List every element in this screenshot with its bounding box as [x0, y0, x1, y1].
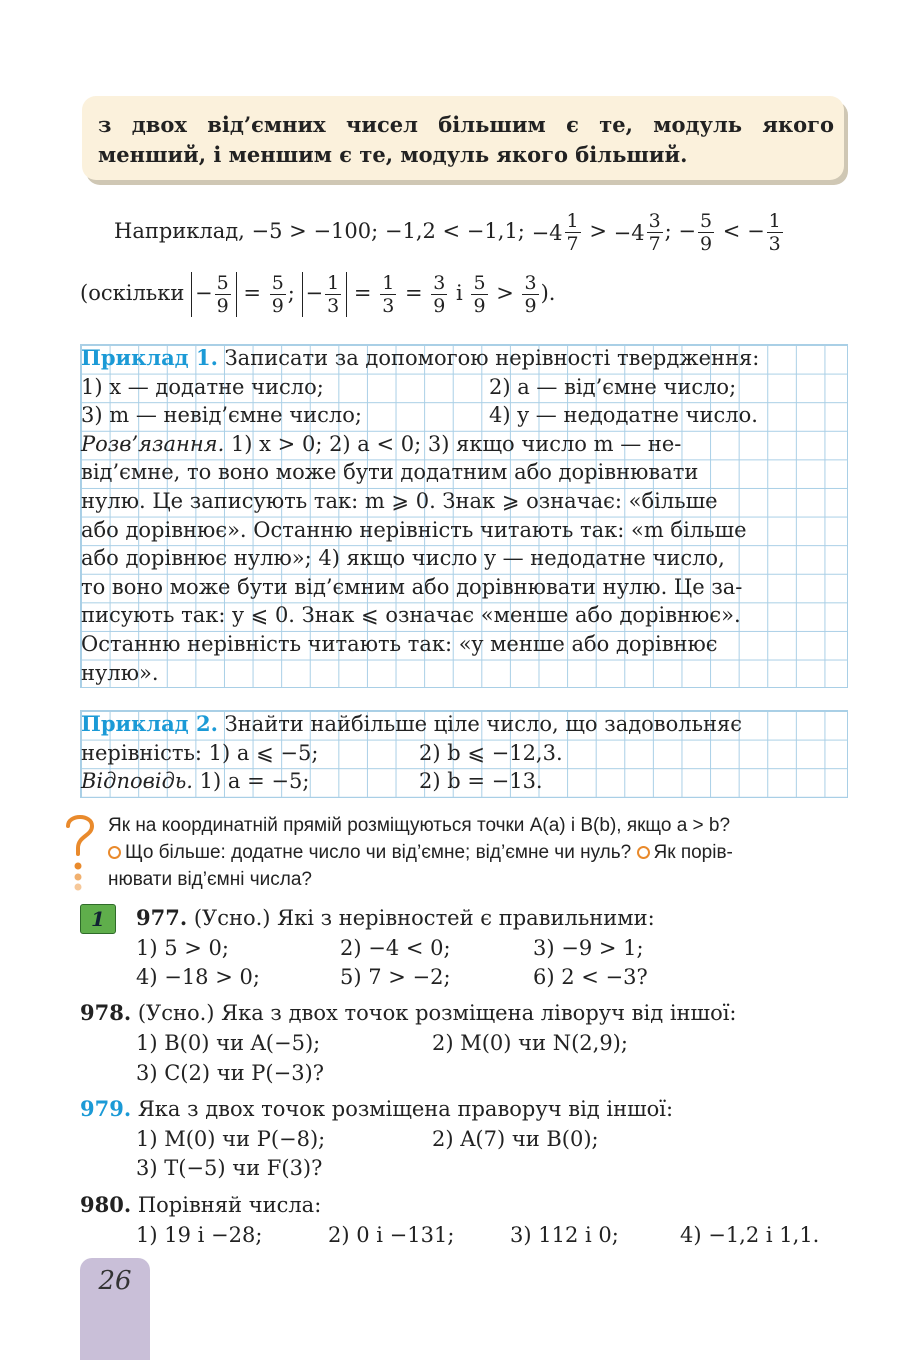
example-1-line	[81, 344, 759, 373]
answer-line	[81, 767, 309, 796]
frac-whole: −4	[613, 220, 645, 245]
frac-den: 7	[648, 233, 661, 255]
exercise-number: 979.	[80, 1096, 132, 1121]
text: то воно може бути від’ємним або дорівнювати нулю. Це за-	[81, 574, 743, 599]
text: Останню нерівність читають так: «y менше або дорівнює	[81, 632, 718, 656]
fraction: $\frac{3}{9}$	[524, 272, 537, 317]
text: 1) a = −5;	[199, 769, 310, 794]
text: або дорівнює нулю»; 4) якщо число y — недодатне число,	[81, 546, 725, 571]
question-3: Як порів-	[653, 842, 733, 863]
text: Записати за допомогою нерівності твердження:	[224, 346, 760, 370]
exercise-head: (Усно.) Яка з двох точок розміщена ліворуч від іншої:	[137, 1001, 737, 1025]
text: 2) a — від’ємне число;	[489, 374, 737, 399]
exercise-number: 977.	[136, 905, 188, 930]
exercise-item: 2) M(0) чи N(2,9);	[432, 1031, 628, 1055]
answer-label: Відповідь.	[81, 769, 193, 794]
exercise-item: 3) C(2) чи P(−3)?	[136, 1061, 325, 1085]
solution-label: Розв’язання.	[81, 431, 225, 456]
exercise-item: 4) −1,2 і 1,1.	[680, 1223, 820, 1247]
level-badge: 1	[80, 904, 116, 934]
exercise-item: 2) −4 < 0;	[340, 936, 451, 960]
exercise-978	[80, 997, 737, 1029]
example-line-2: (оскільки − $\frac{5}{9}$ = $\frac{5}{9}$ ; − $\frac{1}{3}$ = $\frac{1}{3}$ = $\frac{3}{9}$ і $\frac{5}{9}$ > $\frac{3}{9}$ ).	[80, 272, 556, 317]
exercise-head: Яка з двох точок розміщена праворуч від іншої:	[137, 1097, 674, 1121]
text: нулю».	[81, 660, 159, 685]
solution-line	[81, 430, 681, 459]
question-mark-icon	[62, 812, 96, 892]
exercise-item: 4) −18 > 0;	[136, 965, 260, 989]
exercise-item: 2) A(7) чи B(0);	[432, 1127, 599, 1151]
example-1-label: Приклад 1.	[81, 345, 218, 370]
exercise-item: 5) 7 > −2;	[340, 965, 451, 989]
question-1: Як на координатній прямій розміщуються точки A(a) і B(b), якщо a > b?	[108, 815, 731, 836]
rule-text: з двох від’ємних чисел більшим є те, модуль якого менший, і меншим є те, модуль якого більший.	[98, 112, 834, 167]
example-2-label: Приклад 2.	[81, 711, 218, 736]
fraction: $\frac{3}{9}$	[433, 272, 446, 317]
fraction-d: $\frac{1}{3}$	[768, 210, 781, 255]
mixed-fraction-a	[532, 210, 583, 255]
exercise-item: 3) −9 > 1;	[533, 936, 644, 960]
review-questions	[108, 812, 848, 893]
question-2: Що більше: додатне число чи від’ємне; від’ємне чи нуль?	[125, 842, 632, 863]
mixed-fraction-b	[614, 210, 665, 255]
frac-num: 3	[648, 210, 661, 232]
exercise-item: 3) T(−5) чи F(3)?	[136, 1156, 323, 1180]
exercise-980	[80, 1189, 321, 1221]
text: 1) x > 0; 2) a < 0; 3) якщо число m — не-	[230, 431, 682, 456]
exercise-item: 2) 0 і −131;	[328, 1223, 455, 1247]
exercise-977	[136, 902, 655, 934]
circle-bullet-icon	[637, 846, 650, 859]
exercise-number: 980.	[80, 1192, 132, 1217]
frac-num: 1	[566, 210, 579, 232]
exercise-number: 978.	[80, 1000, 132, 1025]
text: нулю. Це записують так: m ⩾ 0. Знак ⩾ означає: «більше	[81, 489, 718, 513]
exercise-979	[80, 1093, 673, 1125]
frac-whole: −4	[531, 220, 563, 245]
text: 2) b ⩽ −12,3.	[419, 740, 563, 765]
fraction: $\frac{1}{3}$	[382, 272, 395, 317]
text: Знайти найбільше ціле число, що задовольняє	[224, 712, 743, 736]
paren-close-text: ).	[540, 281, 556, 305]
exercise-item: 3) 112 і 0;	[510, 1223, 619, 1247]
text: або дорівнює». Останню нерівність читають так: «m більше	[81, 517, 747, 542]
text: від’ємне, то воно може бути додатним або дорівнювати	[81, 460, 699, 485]
circle-bullet-icon	[108, 846, 121, 859]
abs-value-d: − $\frac{1}{3}$	[302, 272, 348, 317]
example-line-1: Наприклад, −5 > −100; −1,2 < −1,1; −4 $\frac{1}{7}$ > −4 $\frac{3}{7}$ ; − $\frac{5}{9}$ < − $\frac{1}{3}$	[114, 210, 781, 255]
exercise-item: 1) 5 > 0;	[136, 936, 229, 960]
text: нерівність: 1) a ⩽ −5;	[81, 740, 319, 765]
exercise-item: 6) 2 < −3?	[533, 965, 648, 989]
text: писують так: y ⩽ 0. Знак ⩽ означає «менше або дорівнює».	[81, 603, 741, 628]
example-lead: Наприклад, −5 > −100; −1,2 < −1,1;	[114, 219, 525, 243]
frac-den: 7	[566, 233, 579, 255]
text: 1) x — додатне число;	[81, 374, 324, 399]
page-number: 26	[98, 1266, 132, 1296]
exercise-head: (Усно.) Які з нерівностей є правильними:	[193, 906, 655, 930]
paren-open-text: (оскільки	[80, 281, 185, 305]
and-word: і	[456, 281, 463, 305]
text: 3) m — невід’ємне число;	[81, 403, 362, 428]
abs-value-c: − $\frac{5}{9}$	[191, 272, 237, 317]
fraction: $\frac{5}{9}$	[473, 272, 486, 317]
exercise-head: Порівняй числа:	[137, 1193, 322, 1217]
exercise-item: 1) B(0) чи A(−5);	[136, 1031, 321, 1055]
text: 2) b = −13.	[419, 769, 543, 794]
exercise-item: 1) 19 і −28;	[136, 1223, 263, 1247]
exercise-item: 1) M(0) чи P(−8);	[136, 1127, 326, 1151]
text: 4) y — недодатне число.	[489, 403, 758, 428]
question-3-cont: нювати від’ємні числа?	[108, 869, 312, 890]
fraction-c: $\frac{5}{9}$	[700, 210, 713, 255]
fraction: $\frac{5}{9}$	[271, 272, 284, 317]
example-2-line	[81, 710, 742, 739]
